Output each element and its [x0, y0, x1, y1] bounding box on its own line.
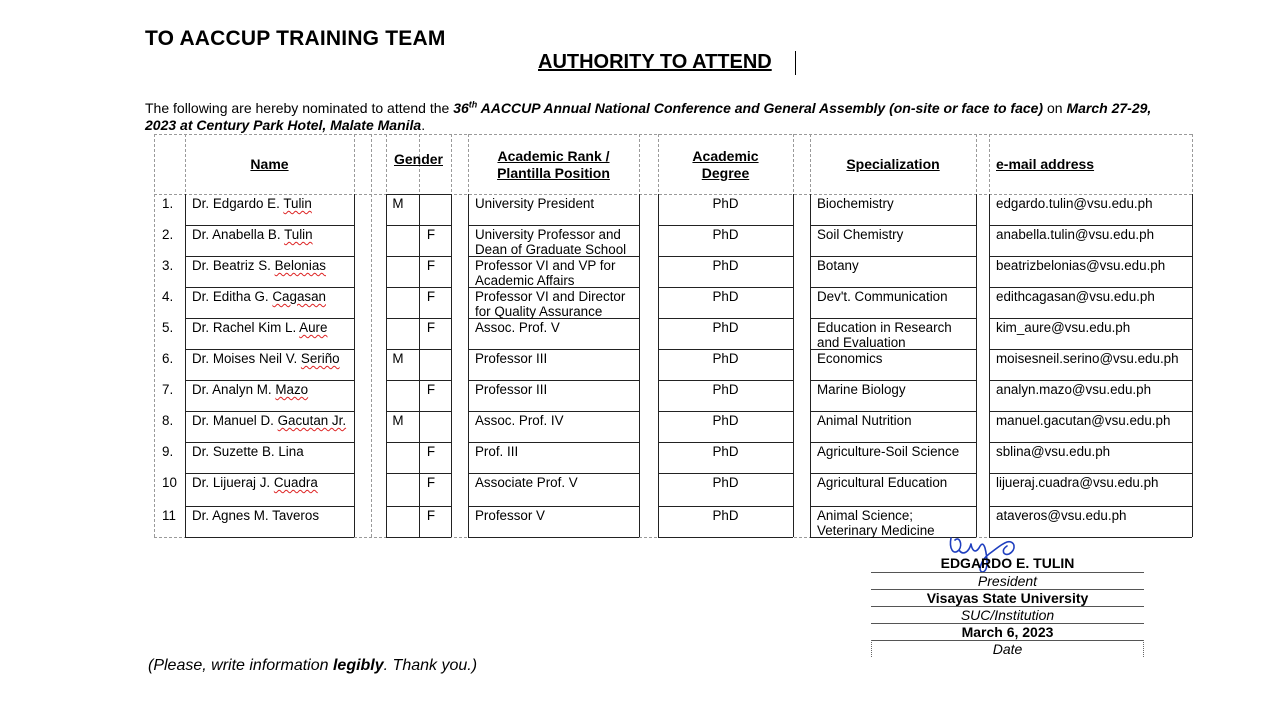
date-box-right-edge [1143, 640, 1144, 657]
gender-female-mark: F [426, 444, 436, 459]
specialization: Agriculture-Soil Science [817, 444, 960, 459]
specialization: Marine Biology [817, 382, 906, 397]
gender-female-mark: F [426, 258, 436, 273]
row-number: 10 [162, 475, 177, 490]
row-border [468, 225, 639, 226]
intro-paragraph [145, 100, 1185, 134]
row-border [989, 225, 1192, 226]
row-border [185, 380, 354, 381]
specialization: Economics [817, 351, 883, 366]
row-number: 3. [162, 258, 174, 273]
gender-top-border [386, 194, 451, 195]
nominee-name: Dr. Beatriz S. Belonias [192, 258, 326, 273]
nominee-name: Dr. Rachel Kim L. Aure [192, 320, 328, 335]
specialization: Biochemistry [817, 196, 894, 211]
row-border [810, 225, 976, 226]
email-address: moisesneil.serino@vsu.edu.ph [996, 351, 1179, 366]
row-number: 4. [162, 289, 174, 304]
spellcheck-underline: Gacutan Jr. [277, 413, 347, 428]
row-border [658, 380, 793, 381]
gender-female-mark: F [426, 508, 436, 523]
row-number: 9. [162, 444, 174, 459]
cell-border [976, 194, 977, 537]
nominee-name: Dr. Manuel D. Gacutan Jr. [192, 413, 347, 428]
signatory-name: EDGARDO E. TULIN [940, 555, 1075, 571]
academic-degree: PhD [712, 258, 739, 273]
row-border [658, 506, 793, 507]
spellcheck-underline: Tulin [284, 227, 313, 242]
row-border [386, 537, 451, 538]
date-box-left-edge [871, 640, 872, 657]
header-degree [658, 148, 793, 182]
academic-degree: PhD [712, 413, 739, 428]
specialization: Dev't. Communication [817, 289, 948, 304]
column-guide [154, 134, 155, 537]
intro-on: on [1043, 100, 1067, 116]
header-specialization: Specialization [846, 156, 940, 172]
row-border [468, 442, 639, 443]
spellcheck-underline: Cuadra [273, 475, 318, 490]
row-border [658, 411, 793, 412]
gender-male-mark: M [392, 413, 404, 428]
addressee-heading: TO AACCUP TRAINING TEAM [145, 27, 446, 50]
signature-date: March 6, 2023 [961, 624, 1054, 640]
row-border [810, 506, 976, 507]
header-gender: Gender [393, 151, 443, 167]
institution-name: Visayas State University [926, 590, 1089, 606]
row-number: 11 [162, 508, 176, 523]
gender-female-mark: F [426, 289, 436, 304]
header-bottom-border [154, 194, 1192, 195]
email-address: beatrizbelonias@vsu.edu.ph [996, 258, 1166, 273]
date-label: Date [992, 641, 1023, 657]
row-border [810, 380, 976, 381]
cell-border [793, 194, 794, 537]
row-number: 5. [162, 320, 174, 335]
row-border [468, 349, 639, 350]
row-border [810, 318, 976, 319]
document-title: AUTHORITY TO ATTEND [538, 51, 772, 73]
signatory-position: President [977, 573, 1038, 589]
academic-rank: Prof. III [475, 444, 519, 459]
email-address: edithcagasan@vsu.edu.ph [996, 289, 1155, 304]
closing-part2: . Thank you.) [383, 657, 478, 674]
row-border [989, 442, 1192, 443]
academic-degree: PhD [712, 382, 739, 397]
nominee-name: Dr. Moises Neil V. Seriño [192, 351, 340, 366]
academic-degree: PhD [712, 289, 739, 304]
spellcheck-underline: Belonias [274, 258, 326, 273]
row-border [989, 287, 1192, 288]
intro-end: . [421, 117, 426, 133]
row-border [989, 256, 1192, 257]
academic-degree: PhD [712, 320, 739, 335]
specialization: Agricultural Education [817, 475, 948, 490]
cell-border [185, 194, 186, 537]
nominee-name: Dr. Editha G. Cagasan [192, 289, 326, 304]
row-border [810, 442, 976, 443]
header-degree-line2: Degree [701, 165, 750, 181]
cell-border [810, 194, 811, 537]
row-border [810, 411, 976, 412]
gender-male-mark: M [392, 196, 404, 211]
event-number: 36 [453, 100, 469, 116]
row-border [658, 442, 793, 443]
spellcheck-underline: Seriño [300, 351, 340, 366]
closing-emphasis: legibly [332, 657, 384, 674]
email-address: kim_aure@vsu.edu.ph [996, 320, 1131, 335]
row-border [989, 506, 1192, 507]
cell-border [354, 194, 355, 537]
spellcheck-underline: Aure [299, 320, 328, 335]
row-border [658, 537, 793, 538]
cell-border [639, 194, 640, 537]
row-border [658, 473, 793, 474]
row-border [658, 225, 793, 226]
row-border [989, 411, 1192, 412]
cell-border [1192, 194, 1193, 537]
header-email: e-mail address [996, 156, 1095, 172]
academic-rank: Professor VI and VP for Academic Affairs [475, 258, 616, 288]
header-rank-line2: Plantilla Position [497, 165, 610, 181]
nominee-name: Dr. Anabella B. Tulin [192, 227, 313, 242]
gender-female-mark: F [426, 382, 436, 397]
row-border [810, 473, 976, 474]
row-border [185, 411, 354, 412]
academic-rank: Assoc. Prof. V [475, 320, 560, 335]
email-address: manuel.gacutan@vsu.edu.ph [996, 413, 1171, 428]
row-number: 8. [162, 413, 174, 428]
academic-rank: Associate Prof. V [475, 475, 578, 490]
row-border [185, 225, 354, 226]
row-border [185, 442, 354, 443]
row-border [468, 537, 639, 538]
header-name: Name [250, 156, 289, 172]
event-date-venue: March 27-29, 2023 at Century Park Hotel, Malate Manila [145, 100, 1152, 133]
row-border [468, 411, 639, 412]
event-suffix: th [468, 99, 478, 110]
gender-male-mark: M [392, 351, 404, 366]
nominee-name: Dr. Suzette B. Lina [192, 444, 304, 459]
closing-note [148, 657, 477, 675]
row-border [658, 287, 793, 288]
row-border [185, 506, 354, 507]
specialization: Animal Science; Veterinary Medicine [817, 508, 935, 538]
academic-degree: PhD [712, 351, 739, 366]
academic-degree: PhD [712, 196, 739, 211]
email-address: lijueraj.cuadra@vsu.edu.ph [996, 475, 1159, 490]
email-address: ataveros@vsu.edu.ph [996, 508, 1127, 523]
event-name: AACCUP Annual National Conference and General Assembly (on-site or face to face) [477, 100, 1044, 116]
row-border [658, 256, 793, 257]
academic-degree: PhD [712, 227, 739, 242]
column-guide [371, 134, 372, 537]
row-border [810, 287, 976, 288]
email-address: edgardo.tulin@vsu.edu.ph [996, 196, 1153, 211]
row-border [185, 318, 354, 319]
academic-rank: Professor III [475, 382, 548, 397]
spellcheck-underline: Cagasan [272, 289, 326, 304]
academic-rank: Professor V [475, 508, 545, 523]
spellcheck-underline: Tulin [283, 196, 312, 211]
academic-rank: University President [475, 196, 595, 211]
header-rank [468, 148, 639, 182]
gender-female-mark: F [426, 227, 436, 242]
academic-degree: PhD [712, 475, 739, 490]
specialization: Soil Chemistry [817, 227, 904, 242]
row-border [185, 349, 354, 350]
row-border [185, 287, 354, 288]
specialization: Education in Research and Evaluation [817, 320, 952, 350]
academic-rank: Professor VI and Director for Quality Assurance [475, 289, 626, 319]
row-number: 2. [162, 227, 174, 242]
row-border [989, 349, 1192, 350]
email-address: analyn.mazo@vsu.edu.ph [996, 382, 1152, 397]
cell-border [989, 194, 990, 537]
table-top-border [154, 134, 1192, 135]
email-address: sblina@vsu.edu.ph [996, 444, 1111, 459]
row-border [185, 537, 354, 538]
row-border [468, 506, 639, 507]
specialization: Botany [817, 258, 859, 273]
row-border [989, 318, 1192, 319]
row-number: 1. [162, 196, 174, 211]
specialization: Animal Nutrition [817, 413, 912, 428]
row-border [658, 349, 793, 350]
academic-rank: Professor III [475, 351, 548, 366]
intro-prefix: The following are hereby nominated to attend the [145, 100, 454, 116]
header-rank-line1: Academic Rank / [497, 148, 610, 164]
row-border [185, 256, 354, 257]
institution-label: SUC/Institution [960, 607, 1055, 623]
nominee-name: Dr. Edgardo E. Tulin [192, 196, 312, 211]
row-border [468, 473, 639, 474]
academic-degree: PhD [712, 444, 739, 459]
gender-female-mark: F [426, 475, 436, 490]
nominee-name: Dr. Agnes M. Taveros [192, 508, 320, 523]
nominee-name: Dr. Analyn M. Mazo [192, 382, 309, 397]
row-border [989, 380, 1192, 381]
row-border [989, 473, 1192, 474]
row-border [468, 380, 639, 381]
academic-degree: PhD [712, 508, 739, 523]
row-border [185, 473, 354, 474]
row-number: 6. [162, 351, 174, 366]
row-border [658, 318, 793, 319]
row-border [810, 256, 976, 257]
academic-rank: University Professor and Dean of Graduate School [475, 227, 627, 257]
cell-border [468, 194, 469, 537]
closing-part1: (Please, write information [148, 657, 333, 674]
row-number: 7. [162, 382, 174, 397]
gender-female-mark: F [426, 320, 436, 335]
text-cursor [795, 51, 796, 75]
email-address: anabella.tulin@vsu.edu.ph [996, 227, 1155, 242]
spellcheck-underline: Mazo [275, 382, 309, 397]
header-degree-line1: Academic [692, 148, 759, 164]
nominee-name: Dr. Lijueraj J. Cuadra [192, 475, 318, 490]
academic-rank: Assoc. Prof. IV [475, 413, 564, 428]
cell-border [451, 194, 452, 537]
